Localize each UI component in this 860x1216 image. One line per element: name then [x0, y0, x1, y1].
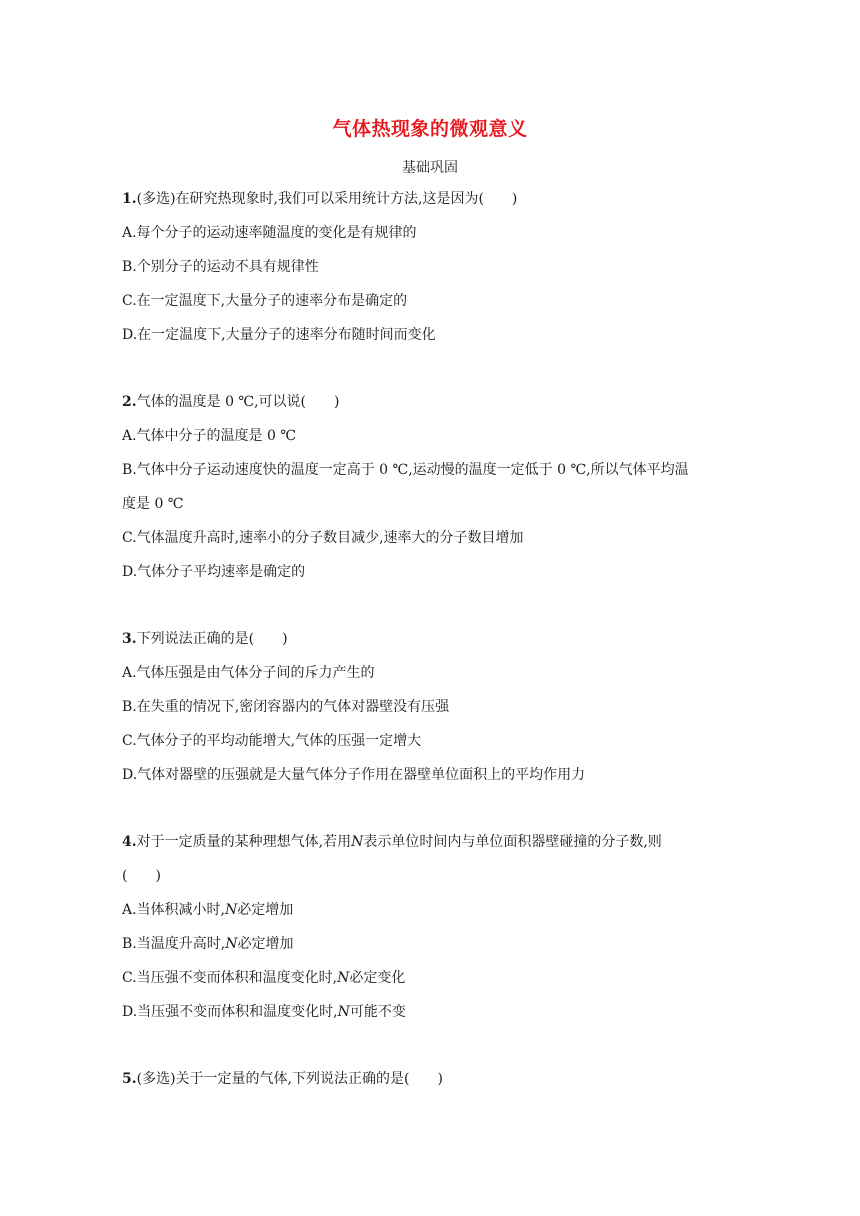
- question-1-option-a: A.每个分子的运动速率随温度的变化是有规律的: [122, 225, 417, 241]
- variable-n: N: [337, 970, 350, 986]
- question-2-stem: [122, 392, 339, 412]
- question-2-option-d: D.气体分子平均速率是确定的: [122, 564, 306, 580]
- question-number: 5.: [122, 1071, 137, 1087]
- question-3-option-c: C.气体分子的平均动能增大,气体的压强一定增大: [122, 733, 422, 749]
- question-4-option-a: [122, 900, 293, 920]
- page-title: 气体热现象的微观意义: [332, 118, 528, 140]
- question-text: (多选)在研究热现象时,我们可以采用统计方法,这是因为( ): [136, 191, 518, 207]
- question-3-option-a: A.气体压强是由气体分子间的斥力产生的: [122, 665, 375, 681]
- question-text: 表示单位时间内与单位面积器壁碰撞的分子数,则: [363, 834, 662, 850]
- option-text: C.当压强不变而体积和温度变化时,: [122, 970, 338, 986]
- option-text: 必定增加: [237, 902, 294, 918]
- question-2-option-c: C.气体温度升高时,速率小的分子数目减少,速率大的分子数目增加: [122, 530, 524, 546]
- option-text: D.当压强不变而体积和温度变化时,: [122, 1004, 338, 1020]
- option-text: A.当体积减小时,: [122, 902, 226, 918]
- question-1-option-b: B.个别分子的运动不具有规律性: [122, 259, 319, 275]
- question-3-stem: [122, 629, 288, 649]
- question-4-stem: [122, 832, 662, 852]
- question-2-option-b-continued: 度是 0 ℃: [122, 496, 184, 512]
- question-3-option-b: B.在失重的情况下,密闭容器内的气体对器壁没有压强: [122, 699, 450, 715]
- question-5-stem: [122, 1069, 443, 1089]
- option-text: 必定变化: [349, 970, 406, 986]
- option-text: B.当温度升高时,: [122, 936, 226, 952]
- question-2-option-b: B.气体中分子运动速度快的温度一定高于 0 ℃,运动慢的温度一定低于 0 ℃,所以气体平均温: [122, 462, 689, 478]
- variable-n: N: [337, 1004, 350, 1020]
- question-number: 4.: [122, 834, 137, 850]
- question-4-option-d: [122, 1002, 406, 1022]
- question-text: 下列说法正确的是( ): [136, 631, 288, 647]
- question-text: 对于一定质量的某种理想气体,若用: [136, 834, 352, 850]
- question-3-option-d: D.气体对器壁的压强就是大量气体分子作用在器壁单位面积上的平均作用力: [122, 767, 586, 783]
- question-number: 1.: [122, 191, 137, 207]
- question-4-answer-bracket: ( ): [122, 868, 161, 884]
- question-text: (多选)关于一定量的气体,下列说法正确的是( ): [136, 1071, 443, 1087]
- question-text: 气体的温度是 0 ℃,可以说( ): [136, 394, 340, 410]
- question-4-option-c: [122, 968, 405, 988]
- question-4-option-b: [122, 934, 293, 954]
- section-heading: 基础巩固: [402, 160, 458, 176]
- option-text: 可能不变: [349, 1004, 406, 1020]
- variable-n: N: [225, 936, 238, 952]
- option-text: 必定增加: [237, 936, 294, 952]
- question-1-option-d: D.在一定温度下,大量分子的速率分布随时间而变化: [122, 327, 436, 343]
- variable-n: N: [351, 834, 364, 850]
- variable-n: N: [225, 902, 238, 918]
- question-1-stem: [122, 189, 517, 209]
- question-2-option-a: A.气体中分子的温度是 0 ℃: [122, 428, 297, 444]
- question-number: 3.: [122, 631, 137, 647]
- question-number: 2.: [122, 394, 137, 410]
- question-1-option-c: C.在一定温度下,大量分子的速率分布是确定的: [122, 293, 408, 309]
